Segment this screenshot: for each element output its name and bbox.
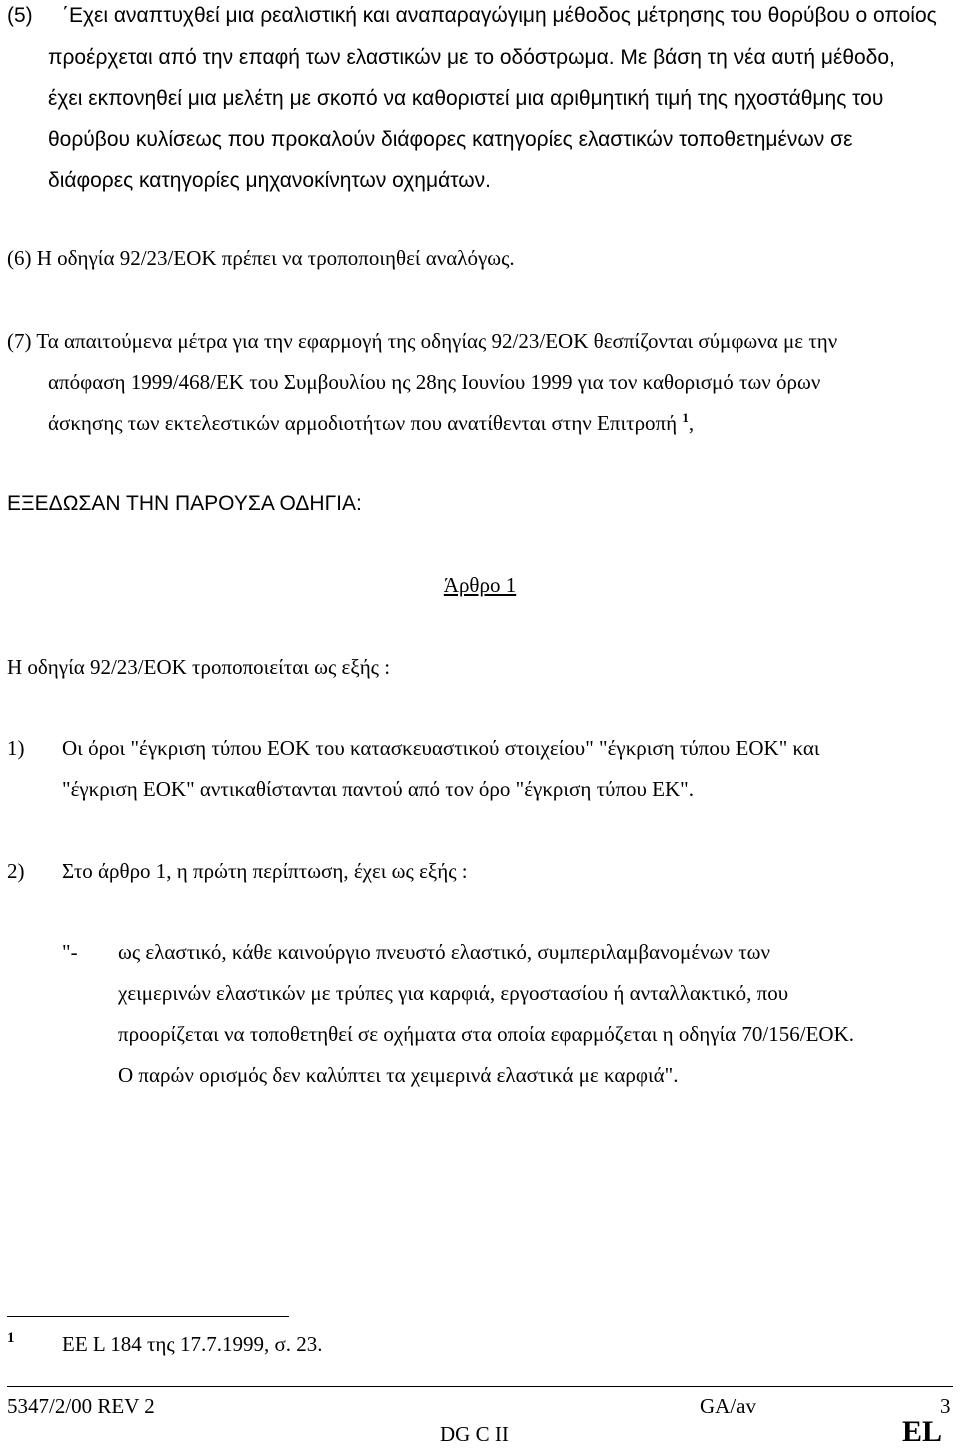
para7-line: (7) Τα απαιτούμενα μέτρα για την εφαρμογή της οδηγίας 92/23/ΕΟΚ θεσπίζονται σύμφωνα με την (7, 329, 838, 353)
article-title (0, 572, 960, 598)
footnote-reference[interactable]: 1 (682, 410, 689, 425)
item1-line: Οι όροι "έγκριση τύπου ΕΟΚ του κατασκευαστικού στοιχείου" "έγκριση τύπου ΕΟΚ" και (62, 736, 820, 760)
para7-line (48, 410, 694, 436)
footer-initials: GA/av (700, 1394, 756, 1418)
article-title-text: Άρθρο 1 (443, 573, 517, 597)
footer-language: EL (902, 1415, 943, 1448)
quote-line: Ο παρών ορισμός δεν καλύπτει τα χειμερινά ελαστικά με καρφιά". (118, 1063, 679, 1087)
para6-text: (6) Η οδηγία 92/23/ΕΟΚ πρέπει να τροποποιηθεί αναλόγως. (7, 246, 515, 270)
item1-number: 1) (7, 736, 25, 760)
footnote-mark: 1 (7, 1330, 15, 1346)
para7-line: απόφαση 1999/468/ΕΚ του Συμβουλίου ης 28ης Ιουνίου 1999 για τον καθορισμό των όρων (48, 370, 821, 394)
item1-line: "έγκριση ΕΟΚ" αντικαθίστανται παντού από τον όρο "έγκριση τύπου ΕΚ". (62, 777, 694, 801)
quote-line: προορίζεται να τοποθετηθεί σε οχήματα στα οποία εφαρμόζεται η οδηγία 70/156/ΕΟΚ. (118, 1022, 854, 1046)
para7-line3-end: , (688, 411, 695, 435)
footer-dept: DG C II (440, 1422, 509, 1446)
amend-intro: Η οδηγία 92/23/ΕΟΚ τροποποιείται ως εξής : (7, 655, 391, 679)
enacting-formula: ΕΞΕΔΩΣΑΝ ΤΗΝ ΠΑΡΟΥΣΑ ΟΔΗΓΙΑ: (7, 492, 362, 515)
quote-line: ως ελαστικό, κάθε καινούργιο πνευστό ελαστικό, συμπεριλαμβανομένων των (118, 940, 770, 964)
para7-line3-text: άσκησης των εκτελεστικών αρμοδιοτήτων που ανατίθενται στην Επιτροπή (48, 411, 683, 435)
para5-number: (5) (7, 4, 33, 27)
footnote-separator (7, 1316, 289, 1317)
para5-line: διάφορες κατηγορίες μηχανοκίνητων οχημάτων. (48, 169, 491, 192)
item2-text: Στο άρθρο 1, η πρώτη περίπτωση, έχει ως εξής : (62, 859, 468, 883)
para5-line: προέρχεται από την επαφή των ελαστικών με το οδόστρωμα. Με βάση τη νέα αυτή μέθοδο, (48, 46, 895, 69)
footer-page-number: 3 (940, 1394, 951, 1418)
footnote-text: ΕΕ L 184 της 17.7.1999, σ. 23. (62, 1332, 323, 1356)
para5-line: ΄Εχει αναπτυχθεί μια ρεαλιστική και αναπαραγώγιμη μέθοδος μέτρησης του θορύβου ο οποίος (62, 4, 937, 27)
quote-line: χειμερινών ελαστικών με τρύπες για καρφιά, εργοστασίου ή ανταλλακτικό, που (118, 981, 789, 1005)
para5-line: θορύβου κυλίσεως που προκαλούν διάφορες κατηγορίες ελαστικών τοποθετημένων σε (48, 128, 853, 151)
para5-line: έχει εκπονηθεί μια μελέτη με σκοπό να καθοριστεί μια αριθμητική τιμή της ηχοστάθμης του (48, 87, 884, 110)
item2-number: 2) (7, 859, 25, 883)
quote-mark: "- (62, 940, 78, 964)
footer-doc-ref: 5347/2/00 REV 2 (7, 1394, 155, 1418)
footer-rule (7, 1386, 953, 1387)
